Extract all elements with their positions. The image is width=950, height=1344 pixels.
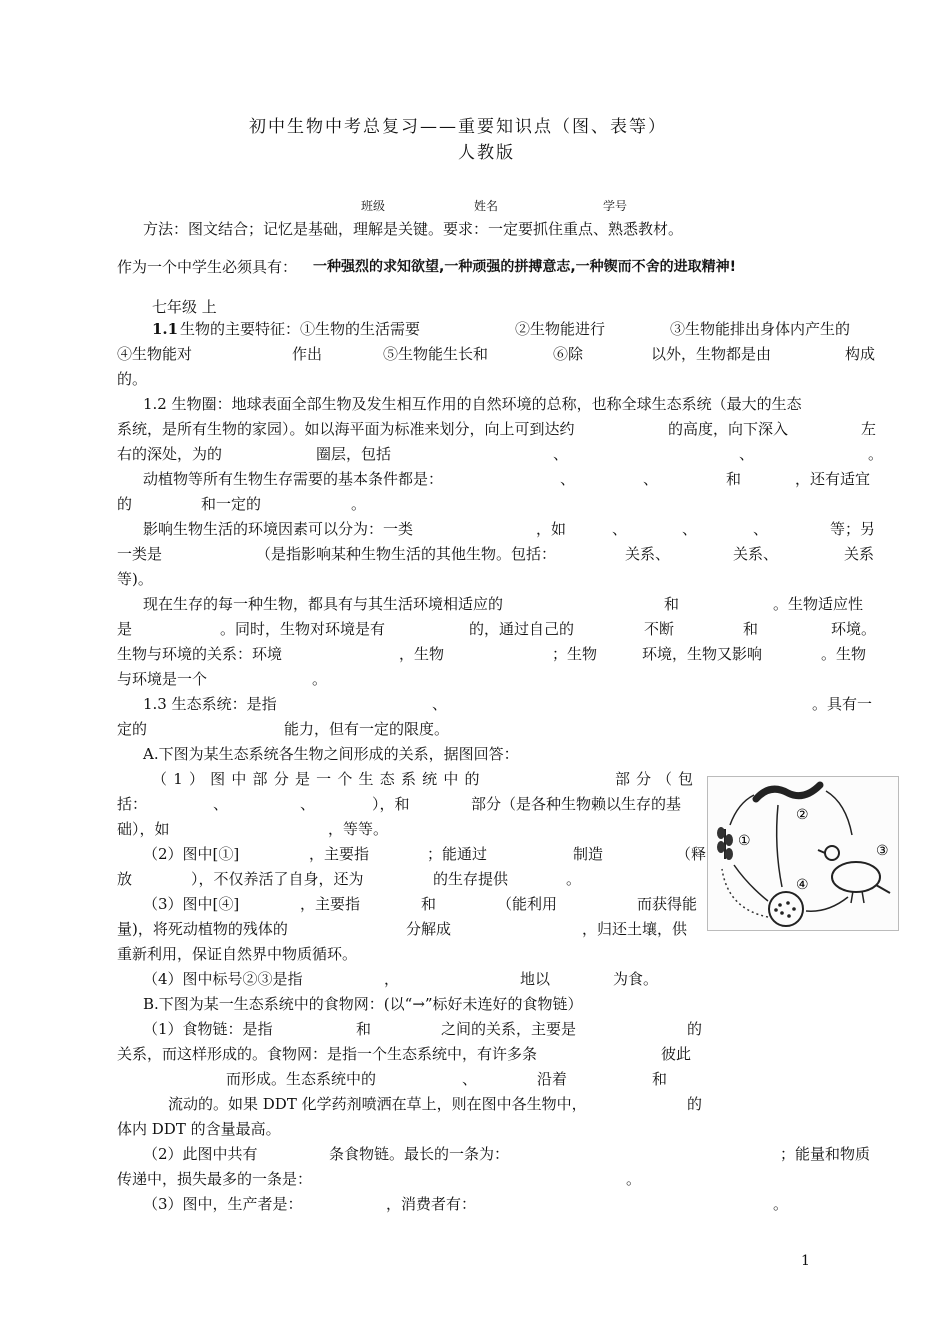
text: 的，通过自己的 [469,620,575,638]
text: 分解成 [406,920,452,938]
text: ，如 [536,520,567,538]
text: 础），如 [117,820,170,838]
text: 关系 [844,545,875,563]
text: ，主要指 [300,895,361,913]
text: 。 [312,670,328,688]
text: 等；另 [830,520,876,538]
text: 以外，生物都是由 [651,345,772,363]
arrow-dish-plant [722,869,768,917]
text: 之间的关系，主要是 [441,1020,577,1038]
text: 、 [753,520,769,538]
class-field: 班级 [361,199,386,213]
s11-number: 1.1 [152,320,179,338]
text: 的 [687,1020,703,1038]
question-b-heading: B.下图为某一生态系统中的食物网：(以“→”标好未连好的食物链） [143,995,583,1013]
text: 彼此 [661,1045,692,1063]
text: 沿着 [537,1070,568,1088]
text: 和 [652,1070,668,1088]
text: 、 [213,795,229,813]
text: 、 [739,445,755,463]
text: 和 [356,1020,372,1038]
text: 的。 [117,370,148,388]
text: ；能通过 [427,845,488,863]
arrow-bird-dish [806,897,848,911]
text: （1）图中部分是一个生态系统中的 [152,770,486,788]
page-subtitle: 人教版 [458,143,515,163]
text: 不断 [644,620,675,638]
page-title: 初中生物中考总复习——重要知识点（图、表等） [249,117,667,137]
question-a-heading: A.下图为某生态系统各生物之间形成的关系，据图回答： [143,745,519,763]
page-number: 1 [801,1253,810,1269]
text: 现在生存的每一种生物，都具有与其生活环境相适应的 [143,595,504,613]
text: 、 [553,445,569,463]
label-2: ② [796,807,809,823]
text: 。同时，生物对环境是有 [220,620,386,638]
text: 1.3 生态系统：是指 [143,695,277,713]
text: 、 [643,470,659,488]
text: 体内 DDT 的含量最高。 [117,1120,281,1138]
text: 构成 [845,345,876,363]
text: ），不仅养活了自身，还为 [191,870,364,888]
text: 圈层，包括 [316,445,392,463]
text: 影响生物生活的环境因素可以分为：一类 [143,520,414,538]
text: （3）图中[④] [143,895,240,913]
text: 条食物链。最长的一条为： [329,1145,510,1163]
text: 关系、 [733,545,779,563]
number-field: 学号 [603,199,628,213]
text: 系统，是所有生物的家园）。如以海平面为标准来划分，向上可到达约 [117,420,575,438]
ecosystem-diagram [708,777,898,930]
arrow-plant-dish [734,865,768,901]
text: 量)，将死动植物的残体的 [117,920,288,938]
label-3: ③ [876,843,889,859]
text: 地以 [520,970,551,988]
text: 、 [560,470,576,488]
text: 等)。 [117,570,153,588]
text: 是 [117,620,133,638]
text: 环境。 [831,620,877,638]
text: （3）图中，生产者是： [143,1195,303,1213]
method-line: 方法：图文结合；记忆是基础，理解是关键。要求：一定要抓住重点、熟悉教材。 [143,220,684,238]
text: 生物与环境的关系：环境 [117,645,283,663]
text: 的高度，向下深入 [668,420,789,438]
text: 、 [682,520,698,538]
arrow-plant-worm [730,795,754,825]
text: 、 [462,1070,478,1088]
text: ， [384,970,400,988]
text: 部分（是各种生物赖以生存的基 [471,795,682,813]
text: ④生物能对 [117,345,193,363]
text: 的 [687,1095,703,1113]
text: 1.2 生物圈：地球表面全部生物及发生相互作用的自然环境的总称，也称全球生态系统（最大的生态 [143,395,802,413]
text: 定的 [117,720,148,738]
text: ，主要指 [309,845,370,863]
text: 一类是 [117,545,163,563]
text: ，生物 [399,645,445,663]
text: 关系、 [625,545,671,563]
text: 左 [861,420,877,438]
text: 制造 [573,845,604,863]
motto-prefix: 作为一个中学生必须具有： [117,258,298,276]
text: ⑥除 [553,345,584,363]
text: 。 [566,870,582,888]
text: 。 [626,1170,642,1188]
text: ；能量和物质 [780,1145,871,1163]
grade-heading: 七年级 上 [152,298,217,316]
text: （2）此图中共有 [143,1145,258,1163]
text: 。 [351,495,367,513]
text: 和 [664,595,680,613]
decomposer-dish-icon [769,892,803,926]
text: 部分（包 [615,770,700,788]
text: 与环境是一个 [117,670,208,688]
text: 重新利用，保证自然界中物质循环。 [117,945,358,963]
label-4: ④ [796,877,809,893]
plant-icon [717,827,733,860]
text: 右的深处，为的 [117,445,223,463]
text: （能利用 [497,895,558,913]
text: 、 [612,520,628,538]
worm-icon [756,785,820,799]
text: ②生物能进行 [515,320,606,338]
text: 动植物等所有生物生存需要的基本条件都是： [143,470,444,488]
text: 而形成。生态系统中的 [226,1070,377,1088]
text: 能力，但有一定的限度。 [284,720,450,738]
text: 而获得能 [637,895,698,913]
text: （4）图中标号②③是指 [143,970,303,988]
motto-bold: 一种强烈的求知欲望,一种顽强的拼搏意志,一种锲而不舍的进取精神! [313,259,737,275]
text: ③生物能排出身体内产生的 [670,320,851,338]
text: 。具有一 [812,695,873,713]
student-fields [0,196,950,214]
ecosystem-figure [707,776,899,931]
text: 。 [773,1195,789,1213]
text: ，等等。 [328,820,389,838]
text: 、 [300,795,316,813]
text: 、 [432,695,448,713]
text: 放 [117,870,133,888]
text: （2）图中[①] [143,845,240,863]
text: 。生物适应性 [773,595,864,613]
text: （释 [676,845,707,863]
text: 的 [117,495,133,513]
text: （是指影响某种生物生活的其他生物。包括： [256,545,557,563]
text: 流动的。如果 DDT 化学药剂喷洒在草上，则在图中各生物中， [168,1095,587,1113]
text: 和一定的 [201,495,262,513]
arrow-worm-dish [777,805,782,887]
text: 和 [726,470,742,488]
text: 括： [117,795,148,813]
text: 作出 [292,345,323,363]
text: 传递中，损失最多的一条是： [117,1170,313,1188]
text: 为食。 [613,970,659,988]
text: 。 [868,445,884,463]
arrow-worm-bird [826,791,852,835]
text: 的生存提供 [433,870,509,888]
text: 生物的主要特征：①生物的生活需要 [180,320,421,338]
text: 。生物 [821,645,867,663]
label-1: ① [738,833,751,849]
text: 和 [743,620,759,638]
text: ；生物 [552,645,598,663]
name-field: 姓名 [474,199,499,213]
text: ，归还土壤，供 [582,920,688,938]
text: ，还有适宜 [795,470,871,488]
text: ⑤生物能生长和 [383,345,489,363]
text: 和 [421,895,437,913]
text: ），和 [372,795,410,813]
text: ，消费者有： [386,1195,477,1213]
text: 关系，而这样形成的。食物网：是指一个生态系统中，有许多条 [117,1045,538,1063]
text: 环境，生物又影响 [642,645,763,663]
text: （1）食物链：是指 [143,1020,273,1038]
